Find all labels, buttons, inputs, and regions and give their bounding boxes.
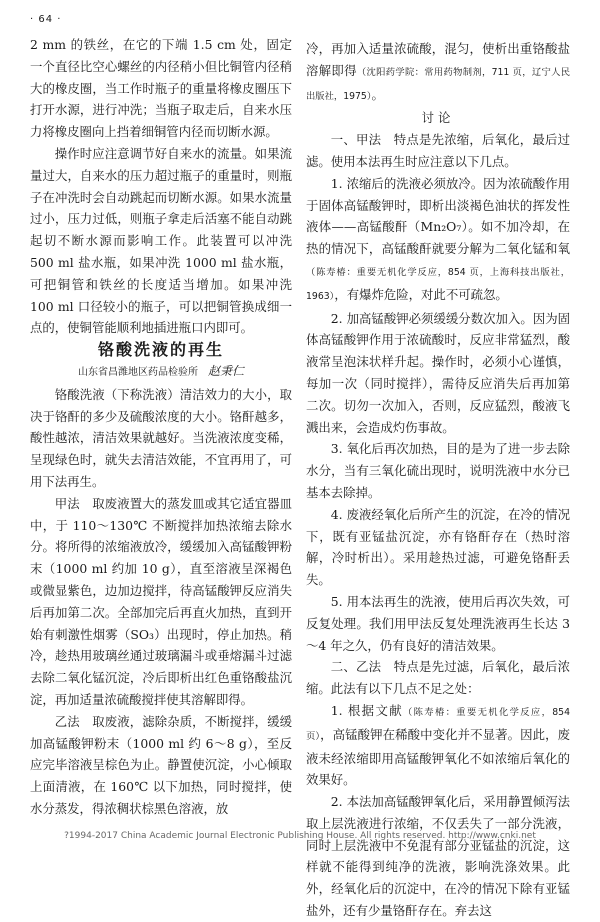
discussion-point-1 bbox=[306, 173, 570, 308]
copyright-footer: ?1994-2017 China Academic Journal Electronic Publishing House. All rights reserved. http://www.cnki.net bbox=[64, 831, 536, 841]
method-b-discussion: 二、乙法 特点是先过滤，后氧化，最后浓缩。此法有以下几点不足之处： bbox=[306, 659, 570, 697]
method-a-discussion: 一、甲法 特点是先浓缩，后氧化，最后过滤。使用本法再生时应注意以下几点。 bbox=[306, 132, 570, 169]
point-1-end: ，有爆炸危险，对此不可疏忽。 bbox=[334, 286, 508, 302]
previous-article-paragraph: 2 mm 的铁丝，在它的下端 1.5 cm 处，固定一个直径比空心螺丝的内径稍小但比铜管内径稍大的橡皮圈，当工作时瓶子的重量将橡皮圈压下打开水源，进行冲洗；当瓶子取走后，自来水压力将橡皮圈向上挡着细铜管内径而切断水源。 bbox=[30, 37, 292, 140]
author: 赵秉仁 bbox=[207, 363, 244, 378]
continuation-paragraph bbox=[306, 38, 570, 107]
article-title: 铬酸洗液的再生 bbox=[97, 340, 224, 360]
method-a-paragraph: 甲法 取废液置大的蒸发皿或其它适宜器皿中，于 110～130℃ 不断搅拌加热浓缩去除水分。将所得的浓缩液放冷，缓缓加入高锰酸钾粉末（1000 ml 约加 10 g），直至溶液呈深褐色或微显紫色，边加边搅拌，待高锰酸钾反应消失后再加第二次。全部加完后再直火加热，直到开始有刺激性烟雾（SO₃）出现时，停止加热。稍冷，趁热用玻璃丝通过玻璃漏斗或垂熔漏斗过滤去除二氧化锰沉淀，冷后即析出红色重铬酸盐沉淀，再加适量浓硫酸搅拌使其溶解即得。 bbox=[30, 495, 292, 707]
discussion-point-5: 5. 用本法再生的洗液，使用后再次失效，可反复处理。我们用甲法反复处理洗液再生长达 3～4 年之久，仍有良好的清洁效果。 bbox=[306, 593, 570, 653]
reference-citation: （陈寿椿：重要无机化学反应，854 页，上海科技出版社，1963） bbox=[306, 266, 570, 302]
body-paragraph: 铬酸洗液（下称洗液）清洁效力的大小，取决于铬酐的多少及硫酸浓度的大小。铬酐越多，酸性越浓，清洁效果就越好。当洗液浓度变稀，呈现绿色时，就失去清洁效能，不宜再用了，可用下法再生。 bbox=[30, 386, 292, 489]
point-1-text: 1. 浓缩后的洗液必须放冷。因为浓硫酸作用于固体高锰酸钾时，即析出淡褐色油状的挥发性液体——高锰酸酐（Mn₂O₇）。如不加冷却，在热的情况下，高锰酸酐就要分解为二氧化锰和氧 bbox=[306, 175, 570, 257]
continuation-text: 冷，再加入适量浓硫酸，混匀，使析出重铬酸盐溶解即得 bbox=[306, 41, 570, 78]
affiliation-line bbox=[30, 361, 292, 384]
point-b1-end: ，高锰酸钾在稀酸中变化并不显著。因此，废液未经浓缩即用高锰酸钾氧化不如浓缩后氧化的效果好。 bbox=[306, 726, 571, 788]
discussion-point-b1 bbox=[306, 700, 570, 791]
method-b-paragraph: 乙法 取废液，滤除杂质，不断搅拌，缓缓加高锰酸钾粉末（1000 ml 约 6～8 g），至反应完毕溶液呈棕色为止。静置使沉淀，小心倾取上面清液，在 160℃ 以下加热，同时搅拌，使水分蒸发，得浓稠状棕黑色溶液，放 bbox=[30, 713, 292, 816]
discussion-point-2: 2. 加高锰酸钾必须缓缓分数次加入。因为固体高锰酸钾作用于浓硫酸时，反应非常猛烈，酸液常呈泡沫状样升起。操作时，必须小心谨慎，每加一次（同时搅拌），需待反应消失后再加第二次。切勿一次加入，否则，反应猛烈，酸液飞溅出来，会造成灼伤事故。 bbox=[306, 310, 570, 435]
point-b1-text: 1. 根据文献 bbox=[330, 702, 403, 718]
page-number: · 64 · bbox=[30, 14, 62, 25]
reference-citation: （陈寿椿：重要无机化学反应，854 页） bbox=[306, 706, 571, 742]
discussion-point-b2: 2. 本法加高锰酸钾氧化后，采用静置倾泻法取上层洗液进行浓缩，不仅丢失了一部分洗液，同时上层洗液中不免混有部分亚锰盐的沉淀，这样就不能得到纯净的洗液，影响洗涤效果。此外，经氧化后的沉淀中，在冷的情况下除有亚锰盐外，还有少量铬酐存在。弃去这 bbox=[306, 794, 570, 919]
right-column bbox=[306, 38, 570, 922]
discussion-heading: 讨论 bbox=[421, 110, 455, 126]
discussion-point-4: 4. 废液经氧化后所产生的沉淀，在冷的情况下，既有亚锰盐沉淀，亦有铬酐存在（热时溶解，冷时析出）。采用趁热过滤，可避免铬酐丢失。 bbox=[306, 506, 570, 588]
affiliation: 山东省昌潍地区药品检验所 bbox=[77, 366, 198, 378]
continuation-end: 。 bbox=[371, 86, 384, 102]
previous-article-paragraph: 操作时应注意调节好自来水的流量。如果流量过大，自来水的压力超过瓶子的重量时，则瓶子在冲洗时会自动跳起而切断水源。如果水流量过小，压力过低，则瓶子拿走后活塞不能自动跳起切不断水源而影响工作。此装置可以冲洗 500 ml 盐水瓶，如果冲洗 1000 ml 盐水瓶，可把铜管和铁丝的长度适当增加。如果冲洗 100 ml 口径较小的瓶子，可以把铜管换成细一点的，使铜管能顺利地插进瓶口内即可。 bbox=[30, 145, 292, 336]
left-column bbox=[30, 34, 292, 820]
discussion-point-3: 3. 氧化后再次加热，目的是为了进一步去除水分，当有三氧化硫出现时，说明洗液中水分已基本去除掉。 bbox=[306, 441, 570, 500]
reference-citation: （沈阳药学院：常用药物制剂，711 页，辽宁人民出版社，1975） bbox=[306, 66, 571, 102]
